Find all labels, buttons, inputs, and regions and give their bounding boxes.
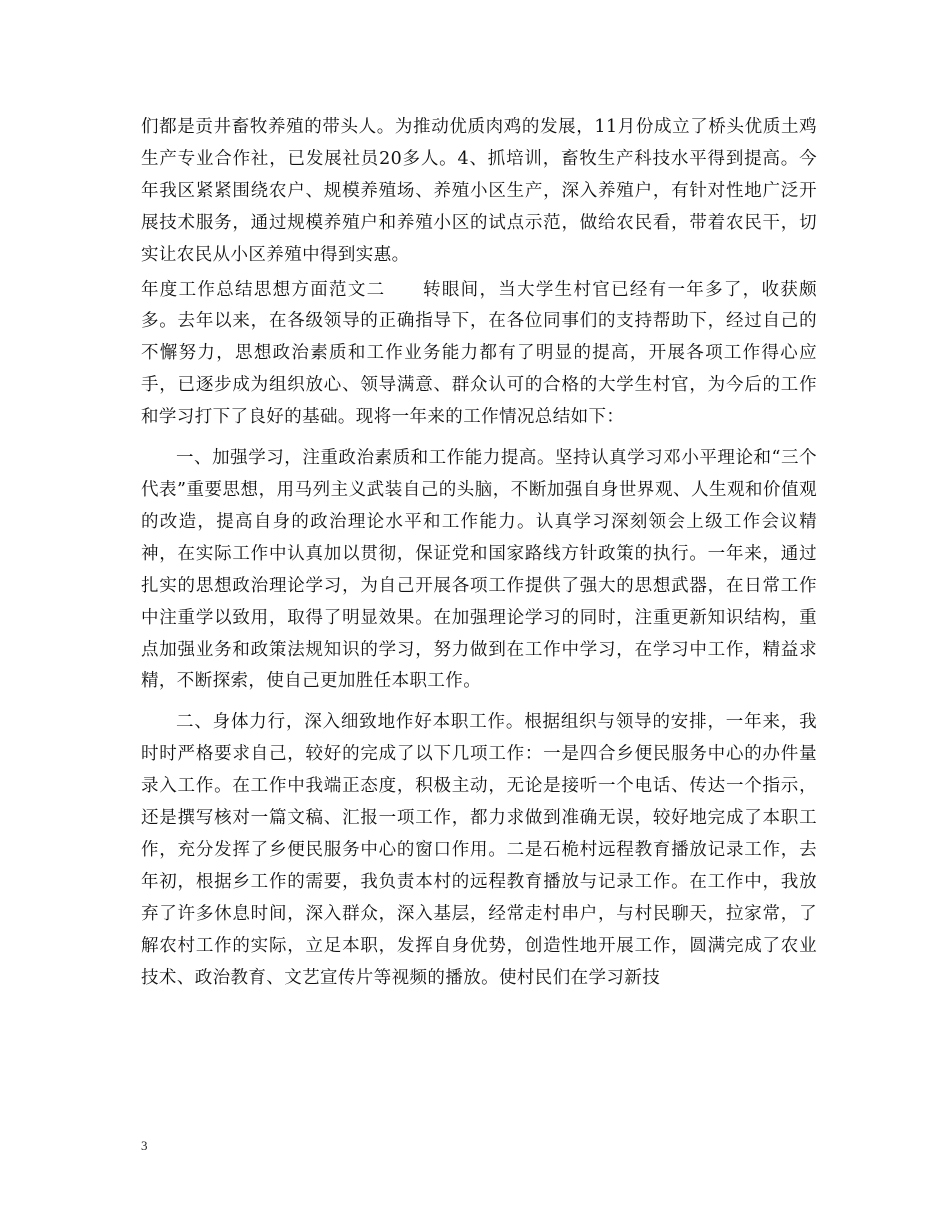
- paragraph-3: 一、加强学习，注重政治素质和工作能力提高。坚持认真学习邓小平理论和“三个代表”重要思想，用马列主义武装自己的头脑，不断加强自身世界观、人生观和价值观的改造，提高自身的政治理论水平和工作能力。认真学习深刻领会上级工作会议精神，在实际工作中认真加以贯彻，保证党和国家路线方针政策的执行。一年来，通过扎实的思想政治理论学习，为自己开展各项工作提供了强大的思想武器，在日常工作中注重学以致用，取得了明显效果。在加强理论学习的同时，注重更新知识结构，重点加强业务和政策法规知识的学习，努力做到在工作中学习，在学习中工作，精益求精，不断探索，使自己更加胜任本职工作。: [141, 448, 817, 692]
- paragraph-1: 们都是贡井畜牧养殖的带头人。为推动优质肉鸡的发展，11月份成立了桥头优质土鸡生产专业合作社，已发展社员20多人。4、抓培训，畜牧生产科技水平得到提高。今年我区紧紧围绕农户、规模养殖场、养殖小区生产，深入养殖户，有针对性地广泛开展技术服务，通过规模养殖户和养殖小区的试点示范，做给农民看，带着农民干，切实让农民从小区养殖中得到实惠。: [141, 117, 817, 265]
- page-number: 3: [141, 1138, 148, 1153]
- paragraph-2: 年度工作总结思想方面范文二 转眼间，当大学生村官已经有一年多了，收获颇多。去年以来，在各级领导的正确指导下，在各位同事们的支持帮助下，经过自己的不懈努力，思想政治素质和工作业务能力都有了明显的提高，开展各项工作得心应手，已逐步成为组织放心、领导满意、群众认可的合格的大学生村官，为今后的工作和学习打下了良好的基础。现将一年来的工作情况总结如下：: [141, 279, 817, 428]
- body-text: [141, 112, 817, 994]
- paragraph-4: 二、身体力行，深入细致地作好本职工作。根据组织与领导的安排，一年来，我时时严格要求自己，较好的完成了以下几项工作：一是四合乡便民服务中心的办件量录入工作。在工作中我端正态度，积极主动，无论是接听一个电话、传达一个指示，还是撰写核对一篇文稿、汇报一项工作，都力求做到准确无误，较好地完成了本职工作，充分发挥了乡便民服务中心的窗口作用。二是石桅村远程教育播放记录工作，去年初，根据乡工作的需要，我负责本村的远程教育播放与记录工作。在工作中，我放弃了许多休息时间，深入群众，深入基层，经常走村串户，与村民聊天，拉家常，了解农村工作的实际，立足本职，发挥自身优势，创造性地开展工作，圆满完成了农业技术、政治教育、文艺宣传片等视频的播放。使村民们在学习新技: [141, 712, 817, 988]
